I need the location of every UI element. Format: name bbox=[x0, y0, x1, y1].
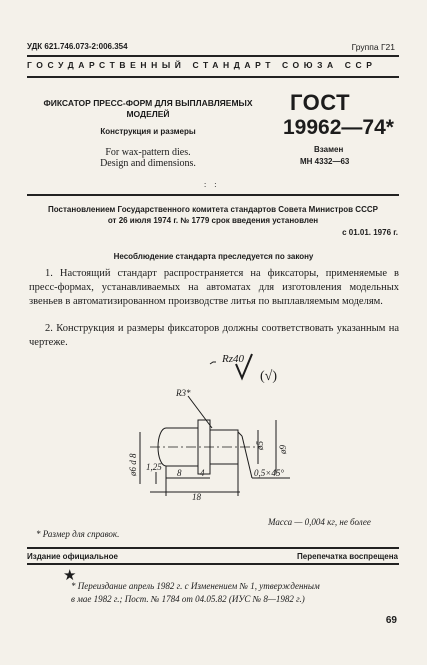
roughness-label: Rz40 bbox=[222, 353, 244, 365]
paragraph-2: 2. Конструкция и размеры фиксаторов должны соответствовать указанным на чертеже. bbox=[29, 323, 399, 348]
document-title-en bbox=[28, 147, 268, 169]
mass-note: Масса — 0,004 кг, не более bbox=[268, 517, 371, 527]
reprint-prohibited: Перепечатка воспрещена bbox=[297, 552, 398, 561]
footer-rule-2 bbox=[27, 563, 399, 565]
replace-label: Взамен bbox=[314, 145, 344, 154]
chamfer-line bbox=[238, 432, 242, 436]
title-en-line2: Design and dimensions. bbox=[100, 158, 196, 169]
group-code: Группа Г21 bbox=[351, 42, 395, 52]
roughness-paren: (√) bbox=[260, 369, 278, 384]
separator-dots: : : bbox=[204, 180, 220, 189]
dim-4-label: 4 bbox=[200, 468, 205, 478]
page-number: 69 bbox=[385, 615, 397, 626]
chamfer-label: 0,5×45° bbox=[254, 468, 284, 478]
resolution-text bbox=[27, 204, 399, 226]
title-ru-line2: МОДЕЛЕЙ bbox=[126, 109, 170, 119]
fixator-drawing bbox=[120, 350, 420, 520]
radius-leader bbox=[188, 396, 212, 428]
radius-label: R3* bbox=[176, 388, 191, 398]
resolution-line1: Постановлением Государственного комитета стандартов Совета Министров СССР bbox=[48, 205, 378, 214]
header-rule bbox=[27, 76, 399, 78]
effective-date: с 01.01. 1976 г. bbox=[342, 228, 398, 237]
dim-d9-label: ø9 bbox=[278, 445, 288, 454]
footer-rule bbox=[27, 547, 399, 549]
reference-note: * Размер для справок. bbox=[36, 529, 120, 539]
chamfer-leader bbox=[242, 436, 252, 478]
document-title-ru bbox=[28, 98, 268, 120]
paragraph-1: 1. Настоящий стандарт распространяется на фиксаторы, применяемые в пресс-формах, устанавливаемых на автоматах для изготовления модельных звеньев в автоматизированном производстве литья по выплавляемым моделям. bbox=[29, 268, 399, 307]
udk-code: УДК 621.746.073-2:006.354 bbox=[27, 42, 128, 51]
noncompliance-notice: Несоблюдение стандарта преследуется по закону bbox=[113, 252, 314, 261]
footnote-line1: * Переиздание апрель 1982 г. с Изменением № 1, утвержденным bbox=[71, 581, 320, 591]
dim-8-label: 8 bbox=[177, 468, 182, 478]
dim-d5-label: ø5 bbox=[255, 441, 265, 450]
dim-d6d8-label: ø6 d 8 bbox=[128, 453, 138, 476]
star-icon: ★ bbox=[63, 568, 77, 584]
roughness-leader bbox=[210, 362, 216, 364]
footnote-line2: в мае 1982 г.; Пост. № 1784 от 04.05.82 (ИУС № 8—1982 г.) bbox=[71, 594, 305, 604]
replace-value: МН 4332—63 bbox=[300, 157, 350, 166]
dim-18-label: 18 bbox=[192, 492, 201, 502]
official-edition: Издание официальное bbox=[27, 552, 118, 561]
title-ru-line1: ФИКСАТОР ПРЕСС-ФОРМ ДЛЯ ВЫПЛАВЛЯЕМЫХ bbox=[43, 98, 253, 108]
gost-label: ГОСТ bbox=[290, 90, 351, 115]
state-standard-heading: ГОСУДАРСТВЕННЫЙ СТАНДАРТ СОЮЗА ССР bbox=[27, 60, 377, 70]
dim-125-label: 1,25 bbox=[146, 462, 162, 472]
top-rule bbox=[27, 55, 399, 57]
resolution-line2: от 26 июля 1974 г. № 1779 срок введения установлен bbox=[107, 216, 319, 225]
reissue-footnote bbox=[71, 580, 401, 606]
title-rule bbox=[27, 194, 399, 196]
document-subtitle-ru: Конструкция и размеры bbox=[100, 127, 196, 136]
title-en-line1: For wax-pattern dies. bbox=[105, 147, 191, 158]
gost-number: 19962—74* bbox=[283, 116, 394, 139]
